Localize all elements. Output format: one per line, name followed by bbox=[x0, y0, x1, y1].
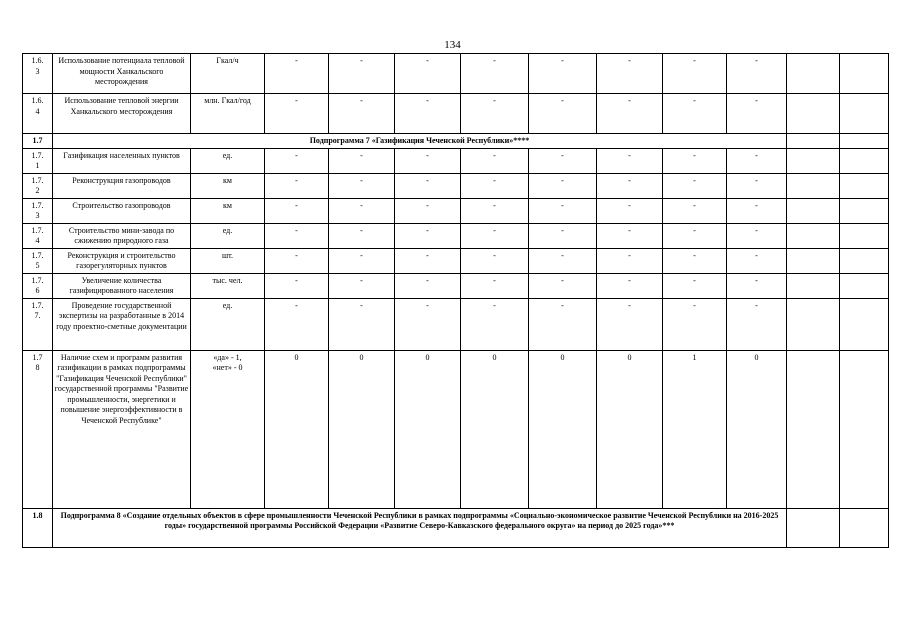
row-number: 1.7. 6 bbox=[23, 273, 53, 298]
section-title: Подпрограмма 7 «Газификация Чеченской Республики»**** bbox=[53, 134, 787, 149]
value-cell: - bbox=[395, 198, 461, 223]
value-cell: - bbox=[597, 298, 663, 350]
row-number: 1.7. 3 bbox=[23, 198, 53, 223]
value-cell: - bbox=[529, 54, 597, 94]
indicators-table bbox=[22, 53, 889, 548]
value-cell: - bbox=[529, 248, 597, 273]
empty-cell bbox=[840, 198, 889, 223]
indicator-name: Увеличение количества газифицированного населения bbox=[53, 273, 191, 298]
table-row bbox=[23, 273, 889, 298]
value-cell: - bbox=[265, 94, 329, 134]
row-number: 1.7. 1 bbox=[23, 148, 53, 173]
unit-cell: ед. bbox=[191, 298, 265, 350]
empty-cell bbox=[840, 134, 889, 149]
unit-cell: шт. bbox=[191, 248, 265, 273]
value-cell: - bbox=[265, 148, 329, 173]
empty-cell bbox=[787, 134, 840, 149]
unit-cell: «да» - 1, «нет» - 0 bbox=[191, 350, 265, 508]
section-title: Подпрограмма 8 «Создание отдельных объектов в сфере промышленности Чеченской Республики в рамках подпрограммы «Социально-экономическое развитие Чеченской Республики на 2016-2025 годы» государственной программы Российской Федерации «Развитие Северо-Кавказского федерального округа» на период до 2025 года»*** bbox=[53, 508, 787, 547]
table-body bbox=[23, 54, 889, 548]
value-cell: - bbox=[597, 273, 663, 298]
empty-cell bbox=[840, 248, 889, 273]
value-cell: - bbox=[663, 248, 727, 273]
indicator-name: Наличие схем и программ развития газификации в рамках подпрограммы "Газификация Чеченской Республики" государственной программы "Развитие промышленности, энергетики и повышение энергоэффективности в Чеченской Республике" bbox=[53, 350, 191, 508]
value-cell: - bbox=[727, 54, 787, 94]
empty-cell bbox=[840, 223, 889, 248]
value-cell: - bbox=[663, 148, 727, 173]
table-row bbox=[23, 54, 889, 94]
row-number: 1.7. 4 bbox=[23, 223, 53, 248]
value-cell: - bbox=[329, 298, 395, 350]
table-row bbox=[23, 350, 889, 508]
value-cell: - bbox=[395, 148, 461, 173]
table-row bbox=[23, 298, 889, 350]
empty-cell bbox=[840, 173, 889, 198]
value-cell: 0 bbox=[529, 350, 597, 508]
value-cell: - bbox=[663, 54, 727, 94]
value-cell: - bbox=[329, 198, 395, 223]
value-cell: - bbox=[329, 223, 395, 248]
table-row bbox=[23, 173, 889, 198]
unit-cell: ед. bbox=[191, 223, 265, 248]
value-cell: - bbox=[597, 148, 663, 173]
indicator-name: Реконструкция и строительство газорегуляторных пунктов bbox=[53, 248, 191, 273]
value-cell: - bbox=[727, 198, 787, 223]
value-cell: - bbox=[461, 173, 529, 198]
value-cell: - bbox=[529, 223, 597, 248]
value-cell: 0 bbox=[727, 350, 787, 508]
unit-cell: км bbox=[191, 173, 265, 198]
empty-cell bbox=[787, 248, 840, 273]
empty-cell bbox=[787, 223, 840, 248]
value-cell: - bbox=[265, 248, 329, 273]
value-cell: - bbox=[529, 198, 597, 223]
empty-cell bbox=[787, 298, 840, 350]
value-cell: - bbox=[395, 273, 461, 298]
value-cell: - bbox=[663, 298, 727, 350]
value-cell: - bbox=[663, 223, 727, 248]
empty-cell bbox=[840, 94, 889, 134]
value-cell: - bbox=[395, 298, 461, 350]
value-cell: - bbox=[265, 54, 329, 94]
value-cell: 0 bbox=[461, 350, 529, 508]
value-cell: - bbox=[597, 173, 663, 198]
empty-cell bbox=[840, 298, 889, 350]
empty-cell bbox=[787, 350, 840, 508]
value-cell: - bbox=[461, 248, 529, 273]
indicator-name: Строительство газопроводов bbox=[53, 198, 191, 223]
row-number: 1.7 bbox=[23, 134, 53, 149]
value-cell: - bbox=[461, 148, 529, 173]
value-cell: - bbox=[265, 198, 329, 223]
table-row bbox=[23, 248, 889, 273]
value-cell: - bbox=[329, 248, 395, 273]
row-number: 1.7. 2 bbox=[23, 173, 53, 198]
unit-cell: ед. bbox=[191, 148, 265, 173]
table-row bbox=[23, 94, 889, 134]
value-cell: - bbox=[329, 173, 395, 198]
value-cell: 1 bbox=[663, 350, 727, 508]
empty-cell bbox=[787, 198, 840, 223]
unit-cell: млн. Гкал/год bbox=[191, 94, 265, 134]
value-cell: - bbox=[597, 94, 663, 134]
value-cell: - bbox=[727, 94, 787, 134]
indicator-name: Строительство мини-завода по сжижению природного газа bbox=[53, 223, 191, 248]
indicator-name: Реконструкция газопроводов bbox=[53, 173, 191, 198]
value-cell: - bbox=[727, 248, 787, 273]
value-cell: - bbox=[597, 223, 663, 248]
empty-cell bbox=[787, 54, 840, 94]
indicator-name: Использование потенциала тепловой мощности Ханкальского месторождения bbox=[53, 54, 191, 94]
value-cell: - bbox=[597, 54, 663, 94]
row-number: 1.7 8 bbox=[23, 350, 53, 508]
value-cell: - bbox=[395, 223, 461, 248]
empty-cell bbox=[840, 54, 889, 94]
section-row bbox=[23, 134, 889, 149]
page-number: 134 bbox=[444, 39, 461, 51]
value-cell: - bbox=[265, 298, 329, 350]
value-cell: 0 bbox=[395, 350, 461, 508]
value-cell: - bbox=[727, 273, 787, 298]
value-cell: - bbox=[727, 298, 787, 350]
empty-cell bbox=[840, 148, 889, 173]
value-cell: - bbox=[329, 54, 395, 94]
unit-cell: км bbox=[191, 198, 265, 223]
row-number: 1.7. 7. bbox=[23, 298, 53, 350]
value-cell: - bbox=[395, 94, 461, 134]
value-cell: - bbox=[461, 198, 529, 223]
value-cell: - bbox=[727, 173, 787, 198]
table-row bbox=[23, 223, 889, 248]
table-row bbox=[23, 198, 889, 223]
row-number: 1.6. 4 bbox=[23, 94, 53, 134]
value-cell: - bbox=[727, 148, 787, 173]
section-row bbox=[23, 508, 889, 547]
value-cell: - bbox=[529, 173, 597, 198]
empty-cell bbox=[840, 350, 889, 508]
value-cell: 0 bbox=[597, 350, 663, 508]
value-cell: - bbox=[529, 94, 597, 134]
empty-cell bbox=[787, 148, 840, 173]
value-cell: - bbox=[529, 148, 597, 173]
value-cell: - bbox=[461, 94, 529, 134]
unit-cell: Гкал/ч bbox=[191, 54, 265, 94]
value-cell: - bbox=[395, 173, 461, 198]
indicator-name: Использование тепловой энергии Ханкальского месторождения bbox=[53, 94, 191, 134]
row-number: 1.7. 5 bbox=[23, 248, 53, 273]
value-cell: - bbox=[529, 298, 597, 350]
value-cell: - bbox=[329, 94, 395, 134]
value-cell: - bbox=[663, 173, 727, 198]
value-cell: - bbox=[265, 173, 329, 198]
indicator-name: Газификация населенных пунктов bbox=[53, 148, 191, 173]
value-cell: - bbox=[529, 273, 597, 298]
unit-cell: тыс. чел. bbox=[191, 273, 265, 298]
value-cell: - bbox=[663, 273, 727, 298]
empty-cell bbox=[787, 94, 840, 134]
empty-cell bbox=[787, 273, 840, 298]
value-cell: - bbox=[663, 94, 727, 134]
value-cell: - bbox=[727, 223, 787, 248]
empty-cell bbox=[840, 273, 889, 298]
empty-cell bbox=[787, 173, 840, 198]
value-cell: - bbox=[663, 198, 727, 223]
value-cell: - bbox=[461, 298, 529, 350]
value-cell: - bbox=[329, 273, 395, 298]
value-cell: - bbox=[329, 148, 395, 173]
row-number: 1.8 bbox=[23, 508, 53, 547]
empty-cell bbox=[787, 508, 840, 547]
value-cell: 0 bbox=[265, 350, 329, 508]
empty-cell bbox=[840, 508, 889, 547]
value-cell: - bbox=[395, 54, 461, 94]
value-cell: - bbox=[461, 54, 529, 94]
value-cell: - bbox=[461, 223, 529, 248]
value-cell: - bbox=[597, 198, 663, 223]
indicator-name: Проведение государственной экспертизы на разработанные в 2014 году проектно-сметные документации bbox=[53, 298, 191, 350]
value-cell: - bbox=[461, 273, 529, 298]
value-cell: 0 bbox=[329, 350, 395, 508]
value-cell: - bbox=[395, 248, 461, 273]
table-row bbox=[23, 148, 889, 173]
value-cell: - bbox=[265, 223, 329, 248]
value-cell: - bbox=[597, 248, 663, 273]
value-cell: - bbox=[265, 273, 329, 298]
row-number: 1.6. 3 bbox=[23, 54, 53, 94]
